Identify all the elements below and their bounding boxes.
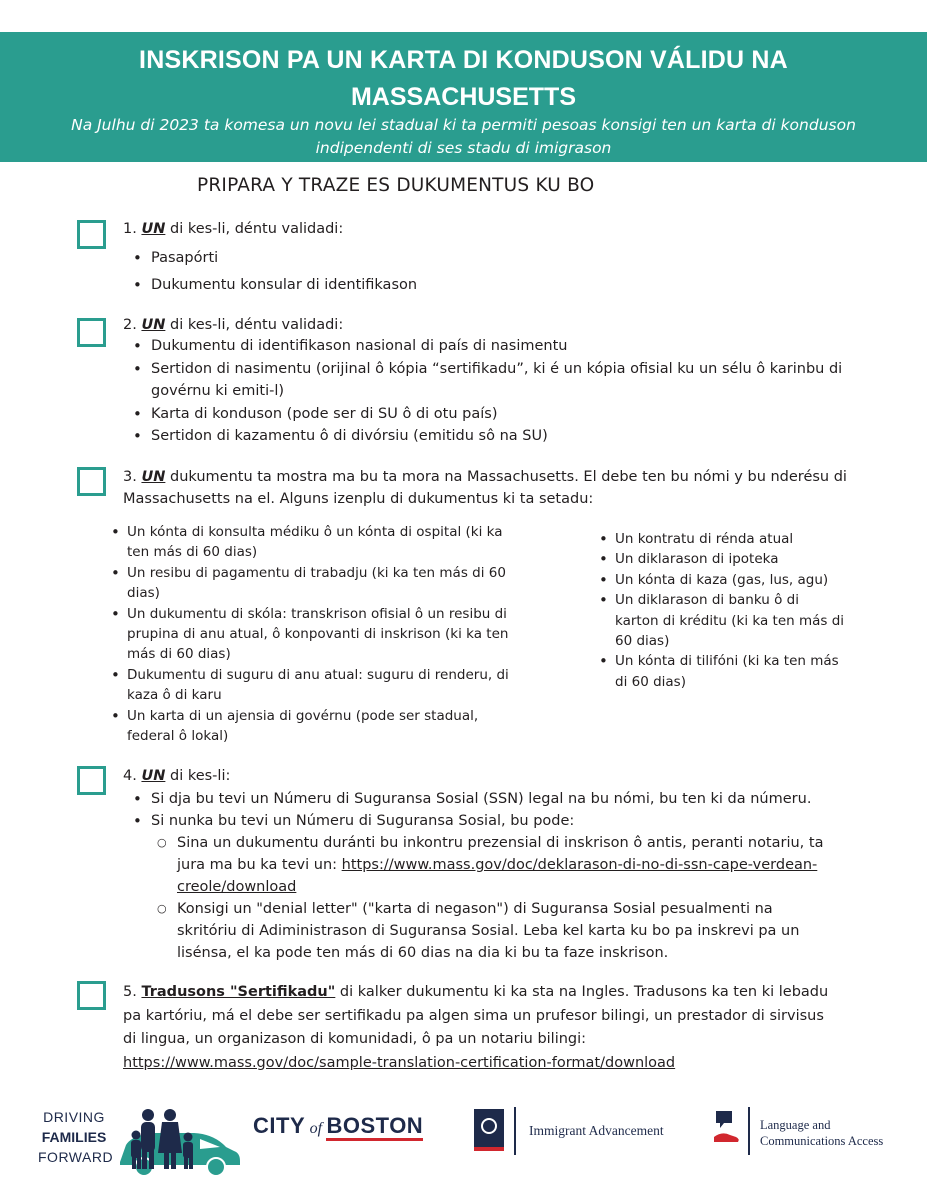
header-banner (0, 32, 927, 162)
list-item: • Dukumentu di identifikason nasional di país di nasimentu (123, 335, 843, 358)
ssn-declaration-link[interactable]: https://www.mass.gov/doc/deklarason-di-no-di-ssn-cape-verdean-creole/download (177, 857, 818, 895)
translation-certification-link[interactable]: https://www.mass.gov/doc/sample-translation-certification-format/download (123, 1054, 676, 1071)
list-item: • Dukumentu konsular di identifikason (123, 272, 823, 299)
list-item: • Karta di konduson (pode ser di SU ô di otu país) (123, 403, 843, 426)
checkbox-item-3[interactable] (77, 467, 106, 496)
subtitle (40, 114, 887, 160)
item-4-un: UN (141, 768, 166, 784)
item-1-list (123, 245, 823, 299)
language-access-label: Language and Communications Access (760, 1118, 884, 1148)
checkbox-item-5[interactable] (77, 981, 106, 1010)
list-item: • Sertidon di nasimentu (orijinal ô kópia “sertifikadu”, ki é un kópia ofisial ku un sélu ô karinbu di govérnu ki emiti-l) (123, 358, 843, 403)
list-item: ○ Konsigi un "denial letter" ("karta di negason") di Suguransa Sosial pesualmenti na skritóriu di Adiministrason di Suguransa Sosial. Leba kel karta ku bo pa inskrevi pa un lisénsa, el ka pode ten más di 60 dias na dia ki bu ta faze inskrison. (155, 898, 825, 964)
list-item: • Si nunka bu tevi un Númeru di Suguransa Sosial, bu pode: (123, 810, 843, 832)
item-2-un: UN (141, 317, 166, 333)
list-item: • Dukumentu di suguru di anu atual: suguru di renderu, di kaza ô di karu (107, 665, 517, 706)
list-item: • Un kónta di tilifóni (ki ka ten más di 60 dias) (595, 651, 845, 692)
item-2-heading: 2. UN di kes-li, déntu validadi: (123, 317, 344, 333)
section-title: PRIPARA Y TRAZE ES DUKUMENTUS KU BO (197, 175, 595, 196)
title-line-1: INSKRISON PA UN KARTA DI KONDUSON VÁLIDU NA (139, 46, 788, 74)
item-1-un: UN (141, 221, 166, 237)
item-5-bold: Tradusons "Sertifikadu" (141, 984, 336, 1000)
family-car-icon (114, 1107, 244, 1177)
list-item: • Un kontratu di rénda atual (595, 529, 845, 549)
checkbox-item-4[interactable] (77, 766, 106, 795)
divider (748, 1107, 750, 1155)
speech-hand-icon (712, 1109, 742, 1147)
list-item: • Sertidon di kazamentu ô di divórsiu (emitidu sô na SU) (123, 425, 843, 448)
list-item: • Un resibu di pagamentu di trabadju (ki ka ten más di 60 dias) (107, 563, 517, 604)
list-item: • Un kónta di kaza (gas, lus, agu) (595, 570, 845, 590)
item-3-un: UN (141, 469, 166, 485)
item-3-left-list (107, 522, 517, 746)
item-4-list (123, 788, 843, 832)
item-3-heading: 3. UN dukumentu ta mostra ma bu ta mora na Massachusetts. El debe ten bu nómi y bu nderésu di Massachusetts na el. Alguns izenplu di dukumentus ki ta setadu: (123, 469, 847, 507)
driving-families-forward-logo: DRIVING FAMILIES FORWARD (38, 1107, 248, 1177)
list-item: • Un karta di un ajensia di govérnu (pode ser stadual, federal ô lokal) (107, 706, 517, 747)
list-item: • Pasapórti (123, 245, 823, 272)
list-item: • Un kónta di konsulta médiku ô un kónta di ospital (ki ka ten más di 60 dias) (107, 522, 517, 563)
footer-logos (0, 1095, 927, 1175)
item-4-sublist (155, 832, 825, 964)
item-3-right-list (595, 529, 845, 692)
city-of-boston-logo: CITY of BOSTON (253, 1113, 453, 1153)
checkbox-item-1[interactable] (77, 220, 106, 249)
list-item: ○ Sina un dukumentu duránti bu inkontru prezensial di inskrison ô antis, peranti notariu, ta jura ma bu ka tevi un: https://www.mass.gov/doc/deklarason-di-no-di-ssn-cape-verdean-creole/download (155, 832, 825, 898)
immigrant-advancement-label: Immigrant Advancement (529, 1123, 664, 1138)
item-4-heading: 4. UN di kes-li: (123, 768, 231, 784)
divider (514, 1107, 516, 1155)
checkbox-item-2[interactable] (77, 318, 106, 347)
item-1-heading: 1. UN di kes-li, déntu validadi: (123, 221, 344, 237)
list-item: • Un diklarason di banku ô di karton di kréditu (ki ka ten más di 60 dias) (595, 590, 845, 651)
list-item: • Un dukumentu di skóla: transkrison ofisial ô un resibu di prupina di anu atual, ô konpovanti di inskrison (ki ka ten más di 60 dias) (107, 604, 517, 665)
boston-seal-icon (474, 1109, 504, 1151)
subtitle-line-1: Na Julhu di 2023 ta komesa un novu lei stadual ki ta permiti pesoas konsigi ten un karta di konduson (71, 116, 856, 134)
title-line-2: MASSACHUSETTS (350, 83, 576, 111)
item-5-text: 5. Tradusons "Sertifikadu" di kalker dukumentu ki ka sta na Ingles. Tradusons ka ten ki lebadu pa kartóriu, má el debe ser sertifikadu pa algen sima un prufesor bilingi, un prestador di sirvisus di lingua, un organizason di komunidadi, ô pa un notariu bilingi: https://www.mass.gov/doc/sample-translation-certification-format/download (123, 984, 829, 1071)
list-item: • Un diklarason di ipoteka (595, 549, 845, 569)
subtitle-line-2: indipendenti di ses stadu di imigrason (315, 139, 612, 157)
list-item: • Si dja bu tevi un Númeru di Suguransa Sosial (SSN) legal na bu nómi, bu ten ki da númeru. (123, 788, 843, 810)
item-2-list (123, 335, 843, 448)
